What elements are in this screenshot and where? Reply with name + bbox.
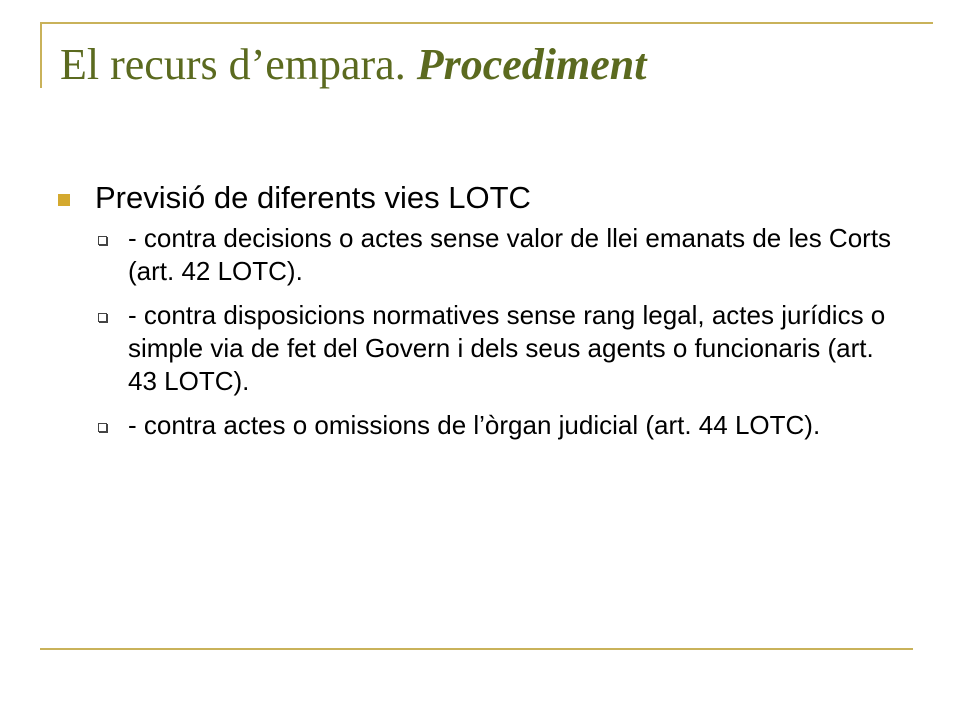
main-bullet-item [58, 176, 918, 220]
frame-left-line [40, 22, 42, 88]
slide-title-main: El recurs d’empara. [60, 40, 417, 89]
sub-bullet-text: - contra disposicions normatives sense rang legal, actes jurídics o simple via de fet del Govern i dels seus agents o funcionaris (art. 43 LOTC). [128, 300, 886, 396]
checkbox-bullet-icon [98, 236, 107, 245]
sub-bullet-item [58, 299, 908, 398]
frame-top-line [40, 22, 933, 24]
checkbox-bullet-icon [98, 423, 107, 432]
slide-content [58, 176, 918, 453]
main-bullet-text: Previsió de diferents vies LOTC [95, 180, 531, 215]
checkbox-bullet-icon [98, 313, 107, 322]
square-bullet-icon [58, 194, 70, 206]
slide-title-emphasis: Procediment [416, 40, 647, 89]
sub-bullet-item [58, 222, 908, 288]
frame-bottom-line [40, 648, 913, 650]
sub-bullet-item [58, 409, 908, 442]
sub-bullet-text: - contra decisions o actes sense valor de llei emanats de les Corts (art. 42 LOTC). [128, 223, 892, 286]
slide-title [60, 40, 646, 91]
sub-bullet-text: - contra actes o omissions de l’òrgan judicial (art. 44 LOTC). [128, 410, 821, 440]
